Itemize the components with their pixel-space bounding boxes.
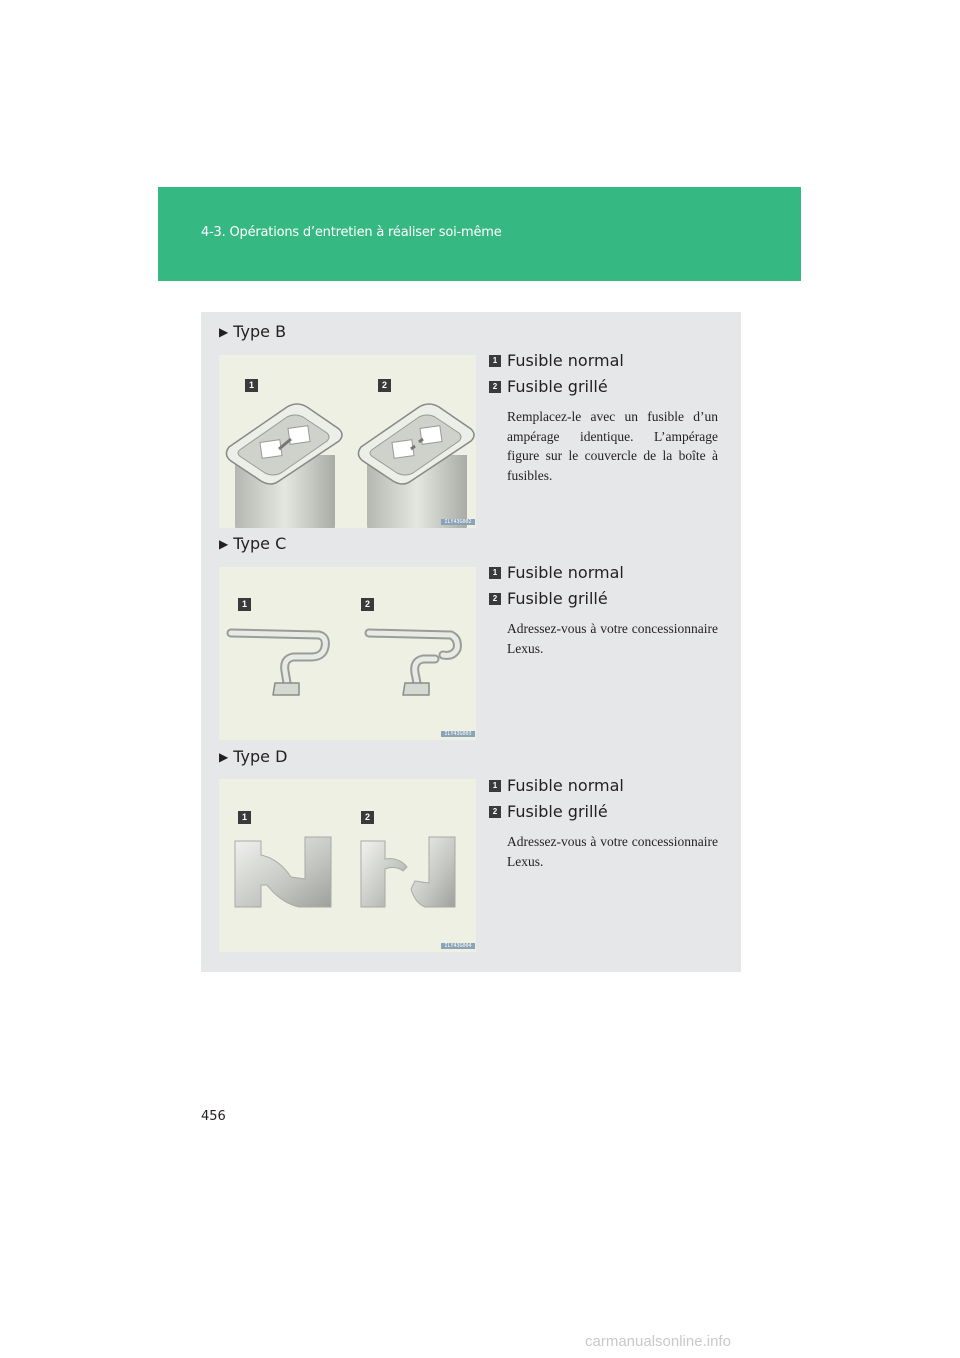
- legend-number: 2: [489, 593, 501, 605]
- legend-label: Fusible normal: [507, 563, 624, 582]
- type-b-heading-text: Type B: [233, 322, 287, 341]
- fuse-blown-b: [358, 404, 474, 528]
- callout-2: 2: [378, 379, 391, 392]
- callout-1: 1: [245, 379, 258, 392]
- page-number: 456: [201, 1109, 226, 1124]
- type-b-note: Remplacez-le avec un fusible d’un ampérage identique. L’ampérage figure sur le couvercle de la boîte à fusibles.: [507, 409, 718, 483]
- type-b-figure: [219, 355, 476, 528]
- fuse-blown-c: [369, 633, 457, 695]
- legend-label: Fusible grillé: [507, 802, 608, 821]
- legend-item: [489, 802, 719, 828]
- watermark: carmanualsonline.info: [585, 1333, 731, 1350]
- triangle-right-icon: ▶: [219, 750, 229, 764]
- type-b-heading: [219, 322, 286, 341]
- fuse-normal-d: [235, 837, 331, 907]
- triangle-right-icon: ▶: [219, 325, 229, 339]
- figure-code: ILY43G002: [441, 519, 475, 525]
- legend-number: 1: [489, 567, 501, 579]
- fuse-blown-d: [361, 841, 407, 907]
- legend-item: [489, 589, 719, 615]
- figure-code: ILY43G004: [441, 943, 475, 949]
- callout-2: 2: [361, 811, 374, 824]
- callout-1: 1: [238, 811, 251, 824]
- legend-item: [489, 776, 719, 802]
- type-d-heading: [219, 747, 287, 766]
- type-c-fuse-illustration: [219, 567, 476, 740]
- callout-2: 2: [361, 598, 374, 611]
- type-d-heading-text: Type D: [233, 747, 288, 766]
- legend-label: Fusible grillé: [507, 377, 608, 396]
- legend-label: Fusible normal: [507, 351, 624, 370]
- triangle-right-icon: ▶: [219, 537, 229, 551]
- type-c-note: Adressez-vous à votre concessionnaire Lexus.: [507, 621, 718, 656]
- type-c-heading-text: Type C: [233, 534, 287, 553]
- type-d-note: Adressez-vous à votre concessionnaire Lexus.: [507, 834, 718, 869]
- legend-number: 2: [489, 806, 501, 818]
- callout-1: 1: [238, 598, 251, 611]
- legend-label: Fusible grillé: [507, 589, 608, 608]
- header-title: 4-3. Opérations d’entretien à réaliser soi-même: [201, 225, 502, 240]
- legend-label: Fusible normal: [507, 776, 624, 795]
- legend-item: [489, 377, 719, 403]
- type-d-fuse-illustration: [219, 779, 476, 952]
- legend-number: 1: [489, 355, 501, 367]
- fuse-normal-b: [226, 404, 342, 528]
- type-c-heading: [219, 534, 286, 553]
- content-panel: [201, 312, 741, 972]
- type-c-figure: [219, 567, 476, 740]
- type-b-legend: [489, 351, 719, 485]
- type-d-legend: [489, 776, 719, 871]
- figure-code: ILY43G003: [441, 731, 475, 737]
- fuse-normal-c: [231, 633, 325, 695]
- type-c-legend: [489, 563, 719, 658]
- legend-item: [489, 563, 719, 589]
- type-d-figure: [219, 779, 476, 952]
- legend-number: 2: [489, 381, 501, 393]
- legend-item: [489, 351, 719, 377]
- section-header: [158, 187, 801, 281]
- legend-number: 1: [489, 780, 501, 792]
